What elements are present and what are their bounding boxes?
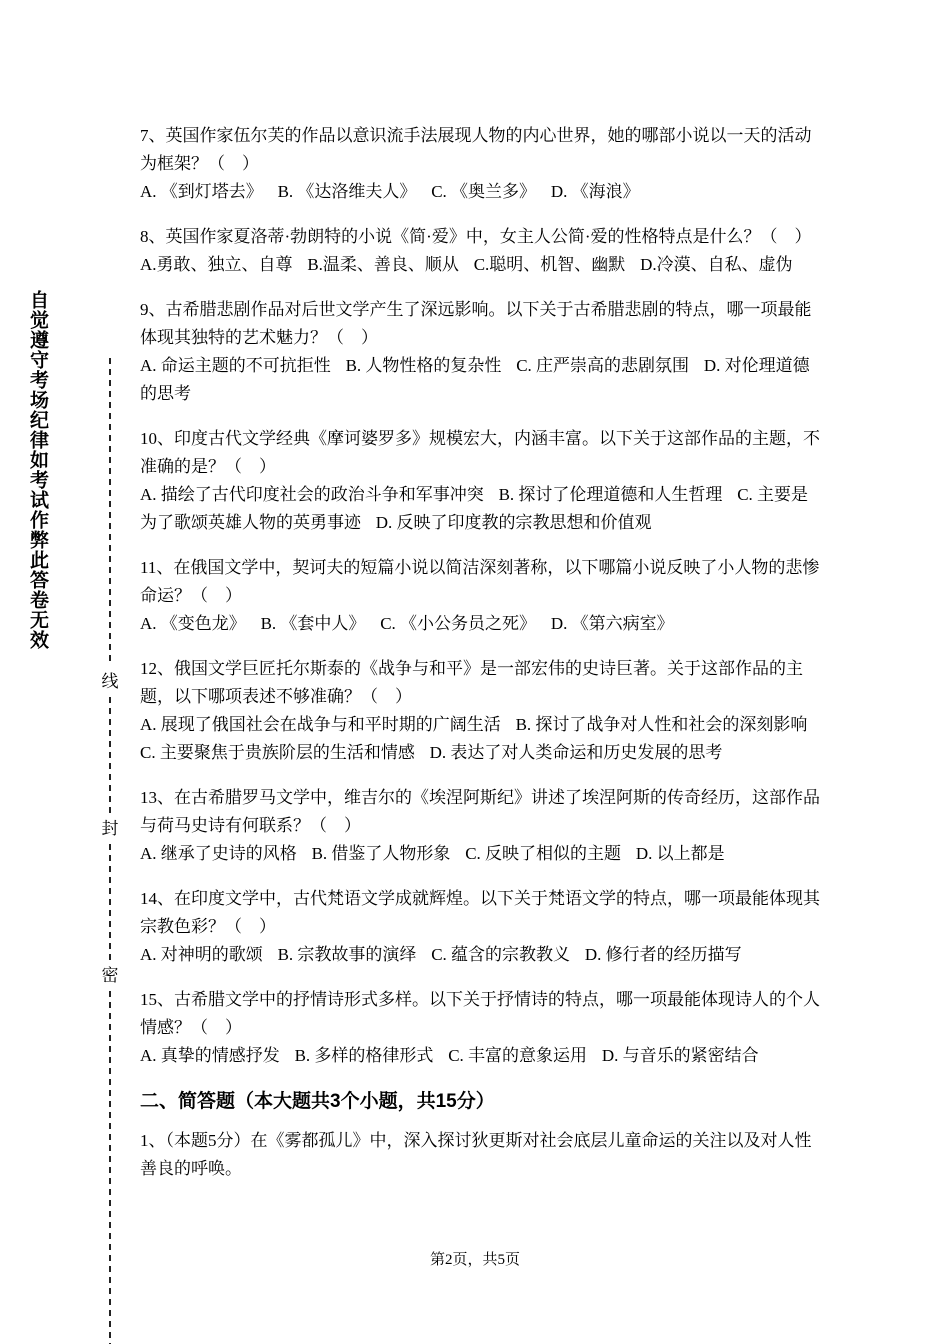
question-options bbox=[140, 711, 824, 767]
exam-discipline-notice: 自觉遵守考场纪律如考试作弊此答卷无效 bbox=[27, 290, 48, 650]
option-a: A. 继承了史诗的风格 bbox=[140, 844, 297, 863]
question-10 bbox=[140, 425, 824, 537]
short-answer-question-1: 1、（本题5分）在《雾都孤儿》中，深入探讨狄更斯对社会底层儿童命运的关注以及对人性善良的呼唤。 bbox=[140, 1131, 812, 1178]
option-b: B. 借鉴了人物形象 bbox=[311, 844, 451, 863]
seal-char-xian: 线 bbox=[101, 672, 119, 691]
option-c: C. 丰富的意象运用 bbox=[448, 1046, 588, 1065]
seal-dash-segment bbox=[109, 991, 111, 1344]
option-d: D. 以上都是 bbox=[635, 844, 725, 863]
option-d: D. 对伦理道德的思考 bbox=[140, 356, 810, 403]
question-options bbox=[140, 352, 824, 408]
option-b: B. 探讨了战争对人性和社会的深刻影响 bbox=[515, 715, 808, 734]
question-stem: 15、古希腊文学中的抒情诗形式多样。以下关于抒情诗的特点，哪一项最能体现诗人的个人情感？（ ） bbox=[140, 990, 820, 1037]
question-stem: 8、英国作家夏洛蒂·勃朗特的小说《简·爱》中，女主人公简·爱的性格特点是什么？（ ） bbox=[140, 227, 812, 246]
seal-char-mi: 密 bbox=[101, 966, 119, 985]
option-a: A.勇敢、独立、自尊 bbox=[140, 255, 293, 274]
question-7 bbox=[140, 122, 824, 206]
option-a: A. 《变色龙》 bbox=[140, 614, 246, 633]
question-11 bbox=[140, 554, 824, 638]
option-c: C.聪明、机智、幽默 bbox=[473, 255, 626, 274]
option-d: D. 表达了对人类命运和历史发展的思考 bbox=[429, 743, 723, 762]
option-a: A. 描绘了古代印度社会的政治斗争和军事冲突 bbox=[140, 485, 484, 504]
seal-dash-segment bbox=[109, 844, 111, 960]
question-12 bbox=[140, 655, 824, 767]
question-13 bbox=[140, 784, 824, 868]
option-a: A. 《到灯塔去》 bbox=[140, 182, 263, 201]
option-d: D. 《海浪》 bbox=[550, 182, 640, 201]
question-options bbox=[140, 941, 824, 969]
page-footer: 第2页，共5页 bbox=[429, 1252, 520, 1268]
question-options bbox=[140, 610, 824, 638]
question-8 bbox=[140, 223, 824, 279]
seal-char-feng: 封 bbox=[101, 819, 119, 838]
option-d: D.冷漠、自私、虚伪 bbox=[640, 255, 793, 274]
option-d: D. 与音乐的紧密结合 bbox=[601, 1046, 759, 1065]
option-a: A. 命运主题的不可抗拒性 bbox=[140, 356, 331, 375]
option-d: D. 反映了印度教的宗教思想和价值观 bbox=[375, 513, 652, 532]
option-a: A. 对神明的歌颂 bbox=[140, 945, 263, 964]
option-b: B. 《套中人》 bbox=[260, 614, 366, 633]
question-stem: 12、俄国文学巨匠托尔斯泰的《战争与和平》是一部宏伟的史诗巨著。关于这部作品的主题，以下哪项表述不够准确？（ ） bbox=[140, 659, 803, 706]
option-c: C. 《奥兰多》 bbox=[431, 182, 537, 201]
option-c: C. 蕴含的宗教教义 bbox=[431, 945, 571, 964]
option-b: B. 《达洛维夫人》 bbox=[277, 182, 417, 201]
seal-dash-segment bbox=[109, 358, 111, 666]
option-c: C. 主要是为了歌颂英雄人物的英勇事迹 bbox=[140, 485, 809, 532]
option-c: C. 《小公务员之死》 bbox=[380, 614, 537, 633]
option-c: C. 反映了相似的主题 bbox=[465, 844, 622, 863]
question-stem: 11、在俄国文学中，契诃夫的短篇小说以简洁深刻著称，以下哪篇小说反映了小人物的悲惨命运？（ ） bbox=[140, 558, 820, 605]
option-b: B. 探讨了伦理道德和人生哲理 bbox=[498, 485, 723, 504]
question-stem: 9、古希腊悲剧作品对后世文学产生了深远影响。以下关于古希腊悲剧的特点，哪一项最能体现其独特的艺术魅力？（ ） bbox=[140, 300, 812, 347]
question-options bbox=[140, 840, 824, 868]
option-b: B.温柔、善良、顺从 bbox=[307, 255, 459, 274]
option-a: A. 真挚的情感抒发 bbox=[140, 1046, 280, 1065]
option-c: C. 庄严崇高的悲剧氛围 bbox=[516, 356, 690, 375]
section-2-title: 二、简答题（本大题共3个小题，共15分） bbox=[140, 1091, 495, 1112]
question-options bbox=[140, 1042, 824, 1070]
question-stem: 14、在印度文学中，古代梵语文学成就辉煌。以下关于梵语文学的特点，哪一项最能体现其宗教色彩？（ ） bbox=[140, 889, 820, 936]
question-options bbox=[140, 251, 824, 279]
option-b: B. 多样的格律形式 bbox=[294, 1046, 434, 1065]
option-d: D. 《第六病室》 bbox=[550, 614, 674, 633]
question-9 bbox=[140, 296, 824, 408]
question-options bbox=[140, 178, 824, 206]
option-c: C. 主要聚焦于贵族阶层的生活和情感 bbox=[140, 743, 415, 762]
option-d: D. 修行者的经历描写 bbox=[584, 945, 742, 964]
question-area bbox=[140, 122, 824, 1183]
seal-dash-segment bbox=[109, 697, 111, 813]
question-stem: 13、在古希腊罗马文学中，维吉尔的《埃涅阿斯纪》讲述了埃涅阿斯的传奇经历，这部作品与荷马史诗有何联系？（ ） bbox=[140, 788, 820, 835]
question-options bbox=[140, 481, 824, 537]
question-stem: 10、印度古代文学经典《摩诃婆罗多》规模宏大，内涵丰富。以下关于这部作品的主题，不准确的是？（ ） bbox=[140, 429, 820, 476]
question-15 bbox=[140, 986, 824, 1070]
option-b: B. 宗教故事的演绎 bbox=[277, 945, 417, 964]
option-b: B. 人物性格的复杂性 bbox=[345, 356, 502, 375]
seal-line bbox=[100, 358, 120, 1344]
question-stem: 7、英国作家伍尔芙的作品以意识流手法展现人物的内心世界，她的哪部小说以一天的活动为框架？（ ） bbox=[140, 126, 812, 173]
question-14 bbox=[140, 885, 824, 969]
option-a: A. 展现了俄国社会在战争与和平时期的广阔生活 bbox=[140, 715, 501, 734]
